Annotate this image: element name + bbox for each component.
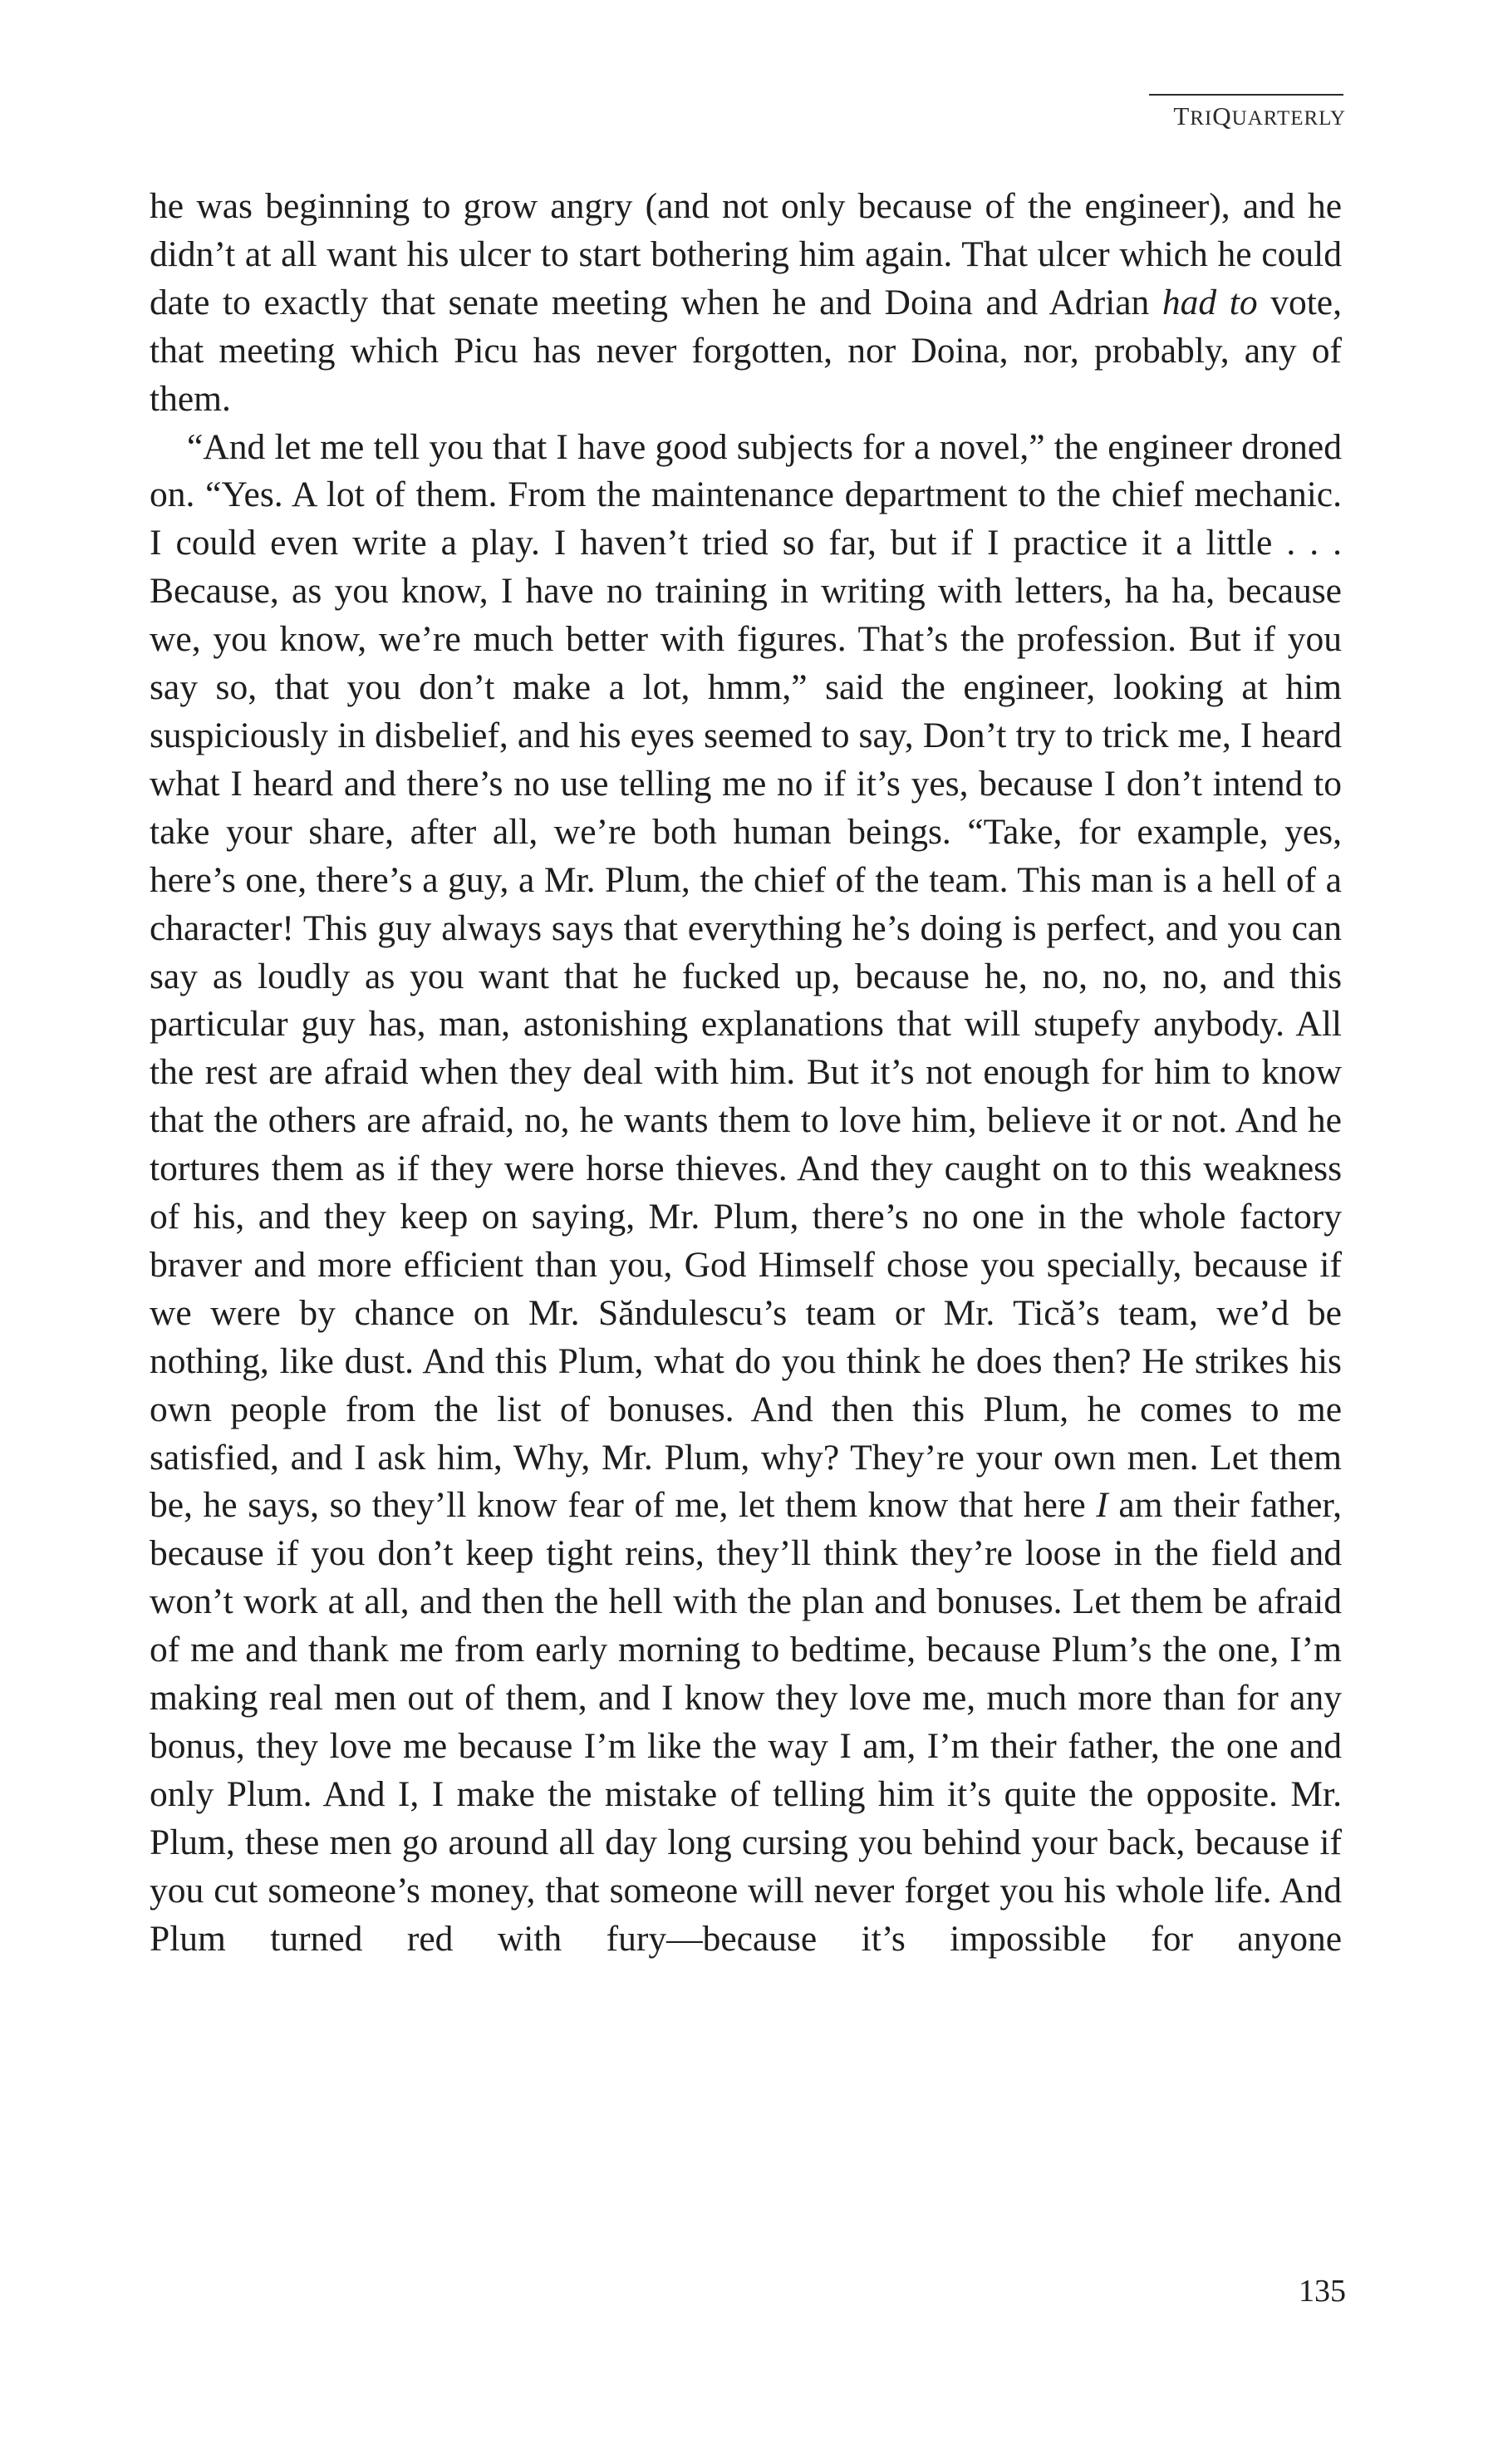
paragraph-2-text-b: am their father, because if you don’t keep tight reins, they’ll think they’re loose in the field and won’t work at all, and then the hell with the plan and bonuses. Let them be afraid of me and thank me from early morning to bedtime, because Plum’s the one, I’m making real men out of them, and I know they love me, much more than for any bonus, they love me because I’m like the way I am, I’m their father, the one and only Plum. And I, I make the mistake of telling him it’s quite the opposite. Mr. Plum, these men go around all day long cursing you behind your back, because if you cut someone’s money, that someone will never forget you his whole life. And Plum turned red with fury—because it’s impossible for anyone (150, 1485, 1342, 1959)
paragraph-1 (150, 183, 1342, 424)
running-head (1147, 101, 1346, 131)
body-text (150, 183, 1342, 1964)
header-rule (1149, 94, 1343, 96)
paragraph-2 (150, 424, 1342, 1964)
paragraph-1-text-a: he was beginning to grow angry (and not only because of the engineer), and he didn’t at all want his ulcer to start bothering him again. That ulcer which he could date to exactly that senate meeting when he and Doina and Adrian (150, 186, 1342, 322)
running-head-small-uarterly: UARTERLY (1231, 107, 1346, 130)
paragraph-1-text-b: vote, that meeting which Picu has never forgotten, nor Doina, nor, probably, any of them. (150, 282, 1342, 419)
paragraph-2-text-a: “And let me tell you that I have good subjects for a novel,” the engineer droned on. “Yes. A lot of them. From the maintenance department to the chief mechanic. I could even write a play. I haven’t tried so far, but if I practice it a little . . . Because, as you know, I have no training in writing with letters, ha ha, because we, you know, we’re much better with figures. That’s the profession. But if you say so, that you don’t make a lot, hmm,” said the engineer, looking at him suspiciously in disbelief, and his eyes seemed to say, Don’t try to trick me, I heard what I heard and there’s no use telling me no if it’s yes, because I don’t intend to take your share, after all, we’re both human beings. “Take, for example, yes, here’s one, there’s a guy, a Mr. Plum, the chief of the team. This man is a hell of a character! This guy always says that everything he’s doing is perfect, and you can say as loudly as you want that he fucked up, because he, no, no, no, and this particular guy has, man, astonishing explanations that will stupefy anybody. All the rest are afraid when they deal with him. But it’s not enough for him to know that the others are afraid, no, he wants them to love him, believe it or not. And he tortures them as if they were horse thieves. And they caught on to this weakness of his, and they keep on saying, Mr. Plum, there’s no one in the whole factory braver and more efficient than you, God Himself chose you specially, because if we were by chance on Mr. Săndulescu’s team or Mr. Tică’s team, we’d be nothing, like dust. And this Plum, what do you think he does then? He strikes his own people from the list of bonuses. And then this Plum, he comes to me satisfied, and I ask him, Why, Mr. Plum, why? They’re your own men. Let them be, he says, so they’ll know fear of me, let them know that here (150, 426, 1342, 1526)
page-number: 135 (1299, 2274, 1346, 2309)
running-head-small-ri: RI (1190, 107, 1213, 130)
running-head-initial-q: Q (1212, 101, 1232, 130)
paragraph-1-emphasis: had to (1161, 282, 1258, 322)
paragraph-2-emphasis: I (1096, 1485, 1108, 1526)
running-head-initial-t: T (1173, 101, 1191, 130)
